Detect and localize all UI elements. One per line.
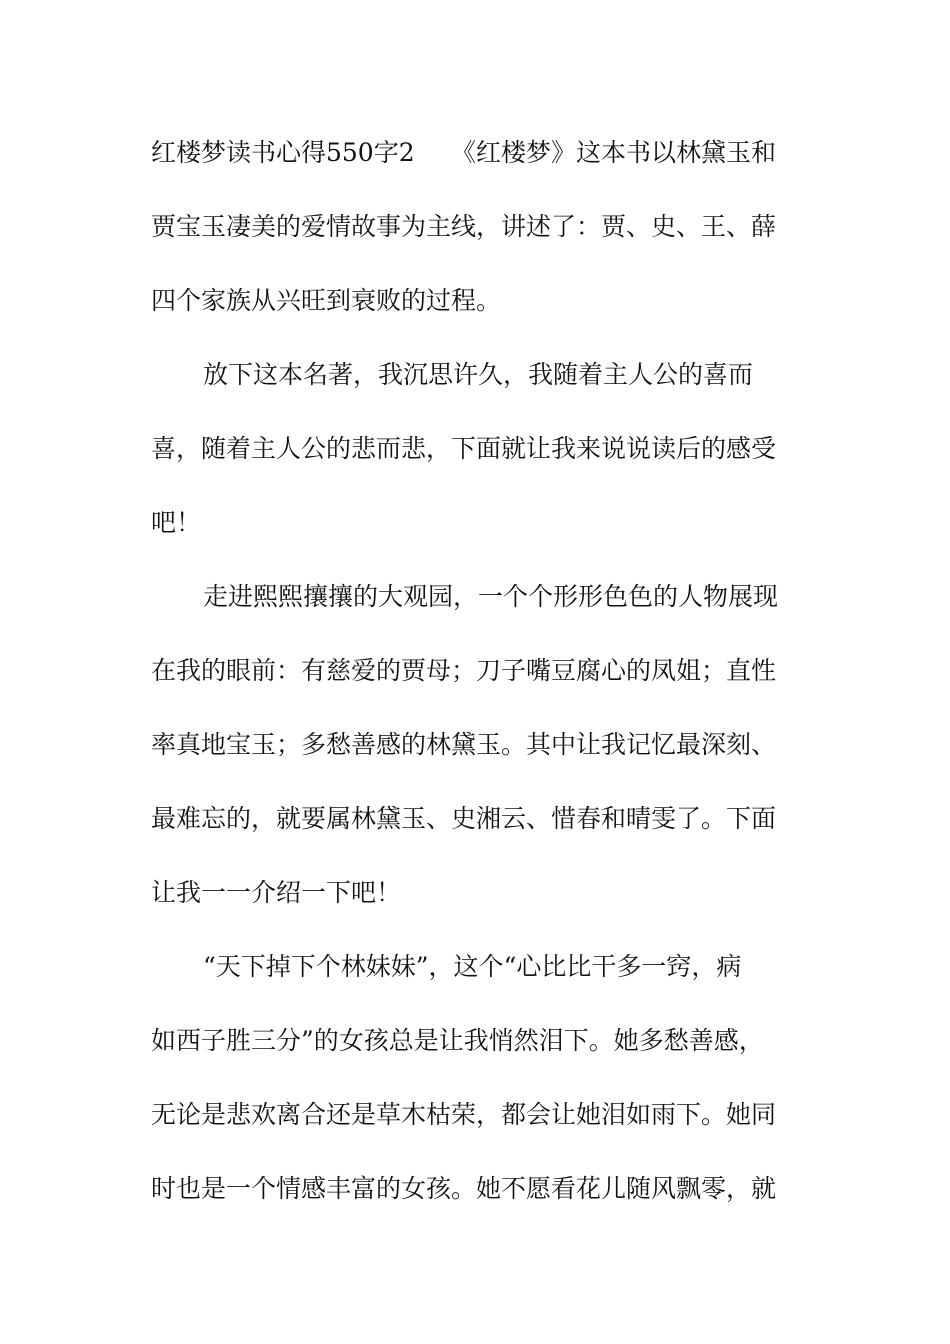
document-title: 红楼梦读书心得550字2	[151, 138, 415, 167]
text-line: 如西子胜三分”的女孩总是让我悄然泪下。她多愁善感，	[151, 1026, 764, 1055]
text-line: 在我的眼前：有慈爱的贾母；刀子嘴豆腐心的凤姐；直性	[151, 656, 777, 685]
text-line	[151, 124, 811, 198]
text-line: “天下掉下个林妹妹”，这个“心比比干多一窍，病	[203, 952, 742, 981]
text-line: 让我一一介绍一下吧！	[151, 878, 402, 907]
paragraph-text: 《红楼梦》这本书以林黛玉和	[451, 138, 777, 167]
text-line: 放下这本名著，我沉思许久，我随着主人公的喜而	[203, 360, 754, 389]
text-line: 吧！	[151, 508, 202, 537]
text-line: 四个家族从兴旺到衰败的过程。	[151, 286, 502, 315]
text-line: 率真地宝玉；多愁善感的林黛玉。其中让我记忆最深刻、	[151, 730, 777, 759]
text-line: 贾宝玉凄美的爱情故事为主线，讲述了：贾、史、王、薛	[151, 212, 777, 241]
text-line: 最难忘的，就要属林黛玉、史湘云、惜春和晴雯了。下面	[151, 804, 777, 833]
text-line: 走进熙熙攘攘的大观园，一个个形形色色的人物展现	[203, 582, 779, 611]
text-line: 无论是悲欢离合还是草木枯荣，都会让她泪如雨下。她同	[151, 1100, 777, 1129]
text-line: 时也是一个情感丰富的女孩。她不愿看花儿随风飘零，就	[151, 1174, 777, 1203]
text-line: 喜，随着主人公的悲而悲，下面就让我来说说读后的感受	[151, 434, 777, 463]
document-body	[151, 124, 811, 1234]
